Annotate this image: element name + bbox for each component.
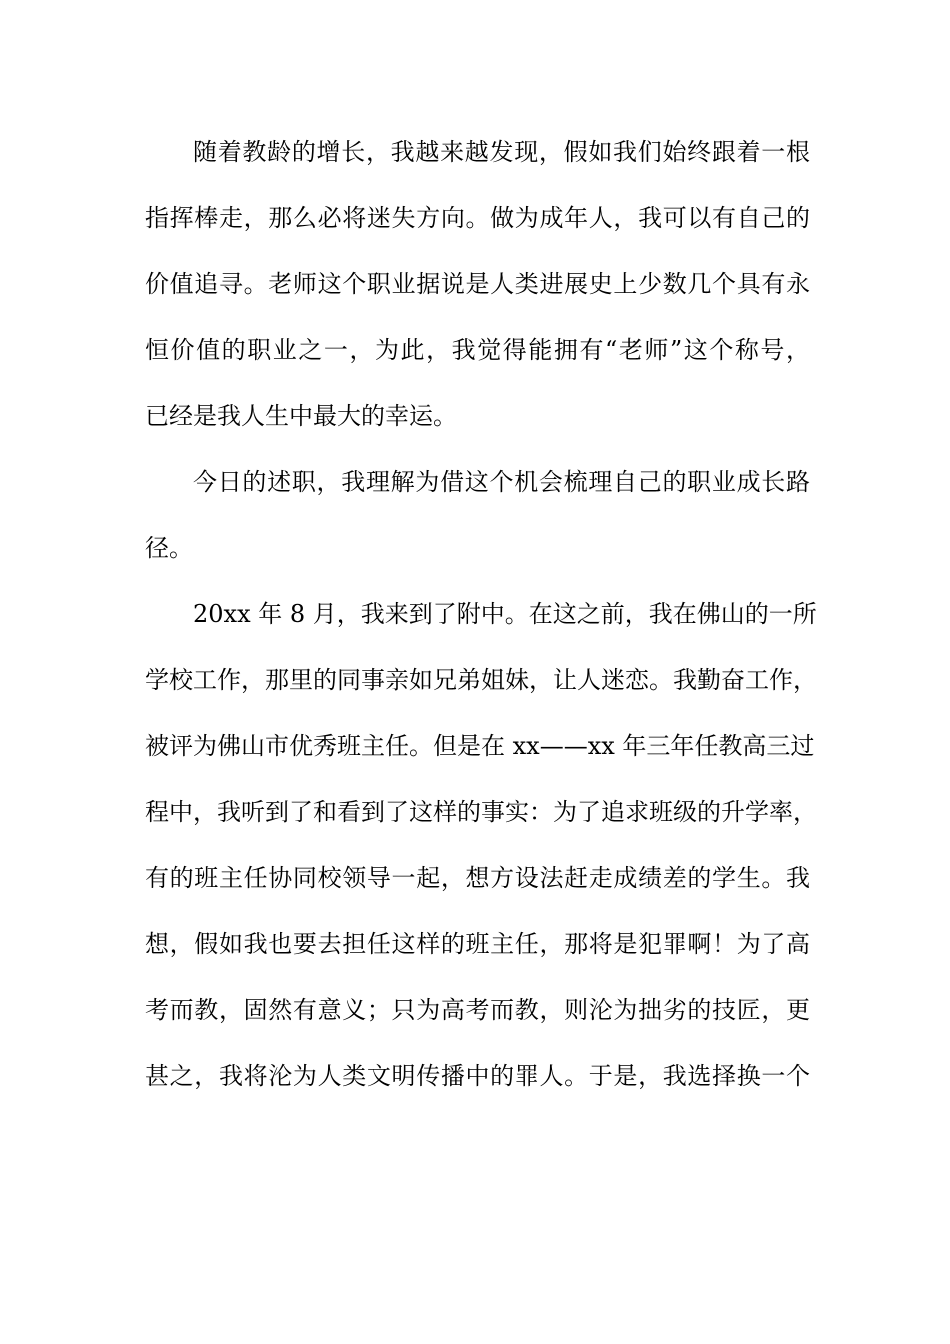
paragraph-3-line-4: 程中，我听到了和看到了这样的事实：为了追求班级的升学率， bbox=[145, 798, 817, 826]
paragraph-1-line-2: 指挥棒走，那么必将迷失方向。做为成年人，我可以有自己的 bbox=[145, 204, 810, 232]
paragraph-1-line-3: 价值追寻。老师这个职业据说是人类进展史上少数几个具有永 bbox=[145, 270, 810, 298]
paragraph-1-line-5: 已经是我人生中最大的幸运。 bbox=[145, 402, 457, 430]
paragraph-3-line-7: 考而教，固然有意义；只为高考而教，则沦为拙劣的技匠，更 bbox=[145, 996, 810, 1024]
paragraph-1-line-1: 随着教龄的增长，我越来越发现，假如我们始终跟着一根 bbox=[193, 138, 810, 166]
paragraph-3-line-2: 学校工作，那里的同事亲如兄弟姐妹，让人迷恋。我勤奋工作， bbox=[145, 666, 817, 694]
paragraph-3-line-3: 被评为佛山市优秀班主任。但是在 xx——xx 年三年任教高三过 bbox=[145, 732, 815, 760]
paragraph-3-line-6: 想，假如我也要去担任这样的班主任，那将是犯罪啊！为了高 bbox=[145, 930, 810, 958]
paragraph-3-line-1: 20xx 年 8 月，我来到了附中。在这之前，我在佛山的一所 bbox=[193, 600, 817, 628]
paragraph-3-line-5: 有的班主任协同校领导一起，想方设法赶走成绩差的学生。我 bbox=[145, 864, 810, 892]
paragraph-2-line-1: 今日的述职，我理解为借这个机会梳理自己的职业成长路 bbox=[193, 468, 810, 496]
document-body bbox=[145, 128, 817, 1118]
paragraph-3-line-8: 甚之，我将沦为人类文明传播中的罪人。于是，我选择换一个 bbox=[145, 1062, 810, 1090]
paragraph-1-line-4: 恒价值的职业之一，为此，我觉得能拥有“老师”这个称号， bbox=[145, 336, 810, 364]
paragraph-2-line-2: 径。 bbox=[145, 534, 193, 562]
